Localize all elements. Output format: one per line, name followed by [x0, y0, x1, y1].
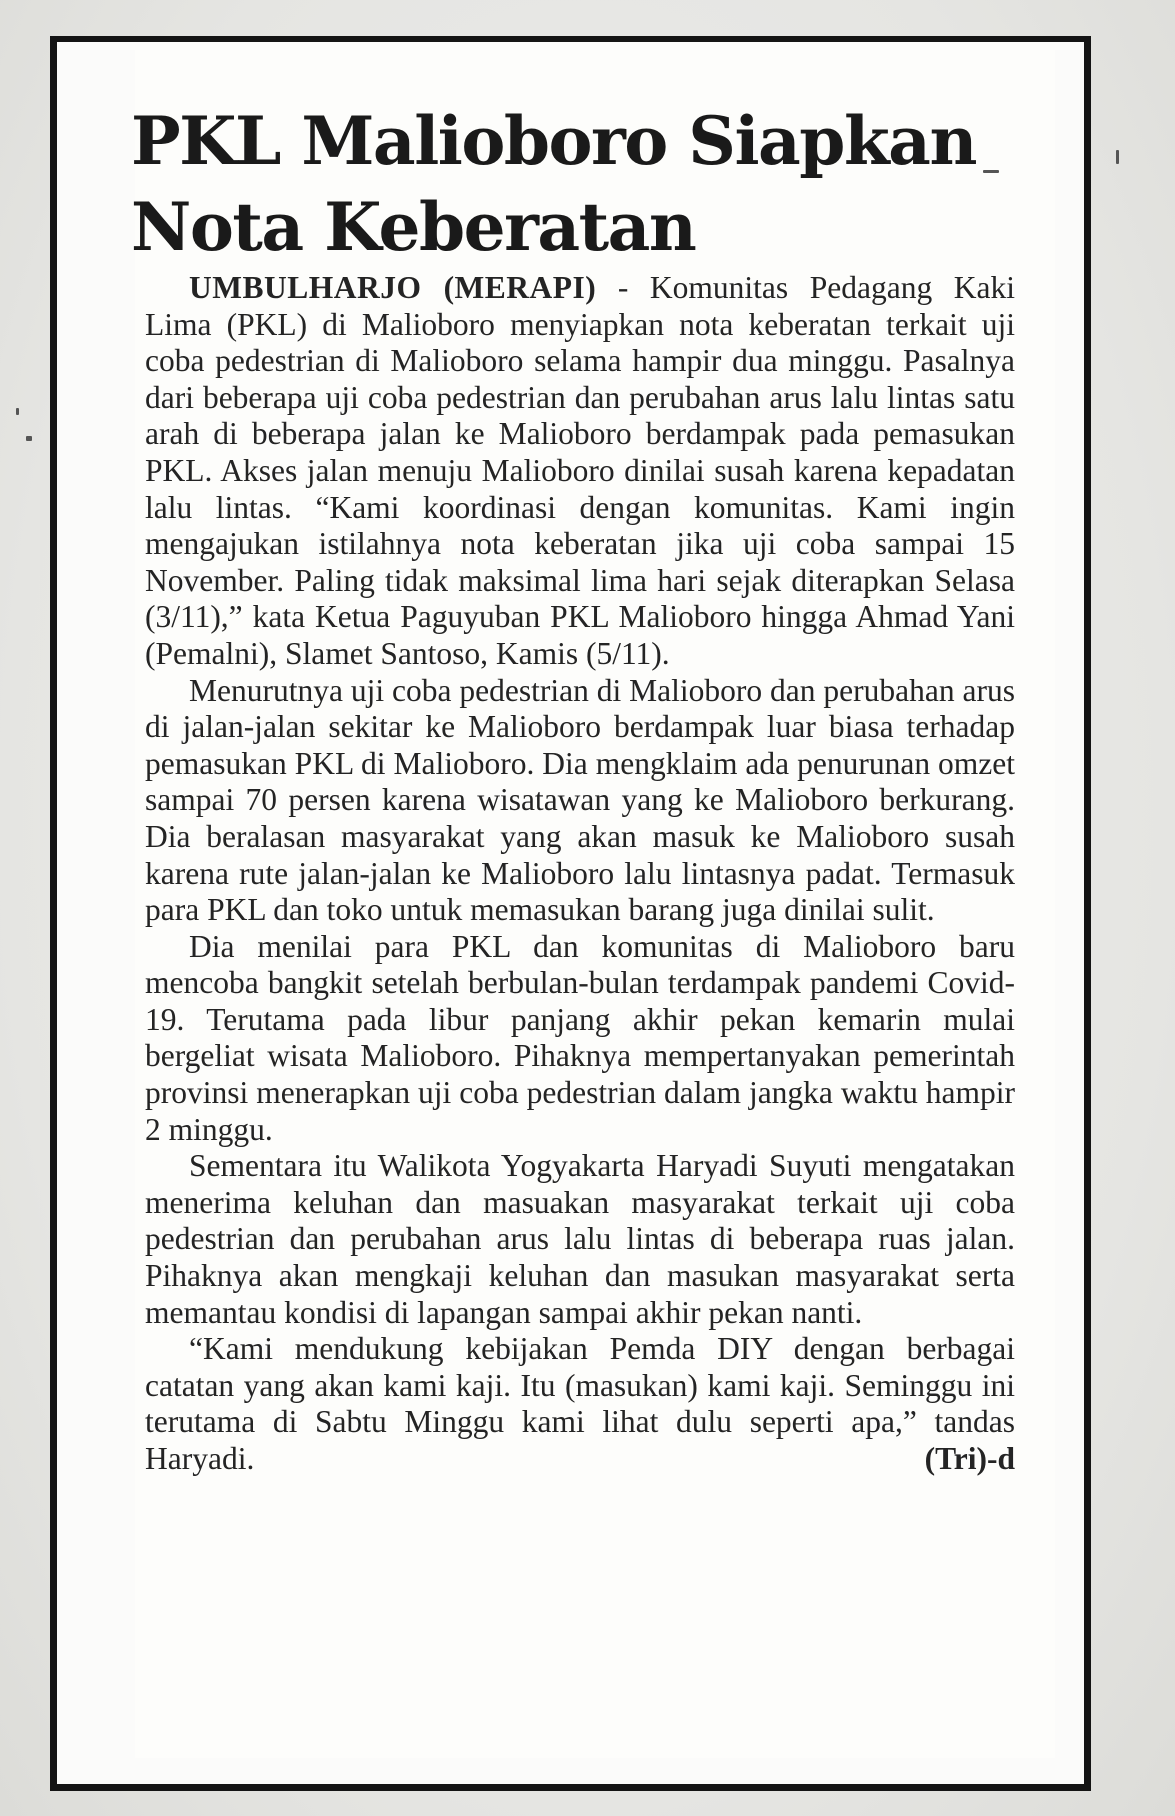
scan-speck — [26, 436, 32, 441]
paragraph-4: Sementara itu Walikota Yogyakarta Haryadi Suyuti mengatakan menerima keluhan dan masuakan masyarakat terkait uji coba pedestrian dan perubahan arus lalu lintas di beberapa ruas jalan. Pihaknya akan mengkaji keluhan dan masukan masyarakat serta memantau kondisi di lapangan sampai akhir pekan nanti. — [145, 1148, 1015, 1330]
scan-speck — [16, 408, 19, 415]
paragraph-5 — [145, 1331, 1015, 1477]
headline-line-2: Nota Keberatan — [131, 188, 696, 266]
paragraph-3: Dia menilai para PKL dan komunitas di Malioboro baru mencoba bangkit setelah berbulan-bulan terdampak pandemi Covid-19. Terutama pada libur panjang akhir pekan kemarin mulai bergeliat wisata Malioboro. Pihaknya mempertanyakan pemerintah provinsi menerapkan uji coba pedestrian dalam jangka waktu hampir 2 minggu. — [145, 928, 1015, 1147]
paragraph-1 — [145, 270, 1015, 673]
paragraph-1-text: - Komunitas Pedagang Kaki Lima (PKL) di Malioboro menyiapkan nota keberatan terkait uji coba pedestrian di Malioboro selama hampir dua minggu. Pasalnya dari beberapa uji coba pedestrian dan perubahan arus lalu lintas satu arah di beberapa jalan ke Malioboro berdampak pada pemasukan PKL. Akses jalan menuju Malioboro dinilai susah karena kepadatan lalu lintas. “Kami koordinasi dengan komunitas. Kami ingin mengajukan istilahnya nota keberatan jika uji coba sampai 15 November. Paling tidak maksimal lima hari sejak diterapkan Selasa (3/11),” kata Ketua Paguyuban PKL Malioboro hingga Ahmad Yani (Pemalni), Slamet Santoso, Kamis (5/11). — [145, 270, 1015, 671]
paragraph-2: Menurutnya uji coba pedestrian di Malioboro dan perubahan arus di jalan-jalan sekitar ke Malioboro berdampak luar biasa terhadap pemasukan PKL di Malioboro. Dia mengklaim ada penurunan omzet sampai 70 persen karena wisatawan yang ke Malioboro berkurang. Dia beralasan masyarakat yang akan masuk ke Malioboro susah karena rute jalan-jalan ke Malioboro lalu lintasnya padat. Termasuk para PKL dan toko untuk memasukan barang juga dinilai sulit. — [145, 672, 1015, 928]
dateline: UMBULHARJO (MERAPI) — [189, 270, 597, 305]
article-headline — [131, 98, 1031, 270]
clipping-frame — [50, 36, 1091, 1791]
scan-speck — [983, 170, 999, 173]
byline: (Tri)-d — [924, 1441, 1015, 1476]
headline-line-1: PKL Malioboro Siapkan — [131, 102, 976, 180]
scan-speck — [1116, 150, 1119, 164]
paragraph-5-text: “Kami mendukung kebijakan Pemda DIY dengan berbagai catatan yang akan kami kaji. Itu (masukan) kami kaji. Seminggu ini terutama di Sabtu Minggu kami lihat dulu seperti apa,” tandas Haryadi. — [145, 1331, 1015, 1476]
article-body — [145, 270, 1015, 1478]
